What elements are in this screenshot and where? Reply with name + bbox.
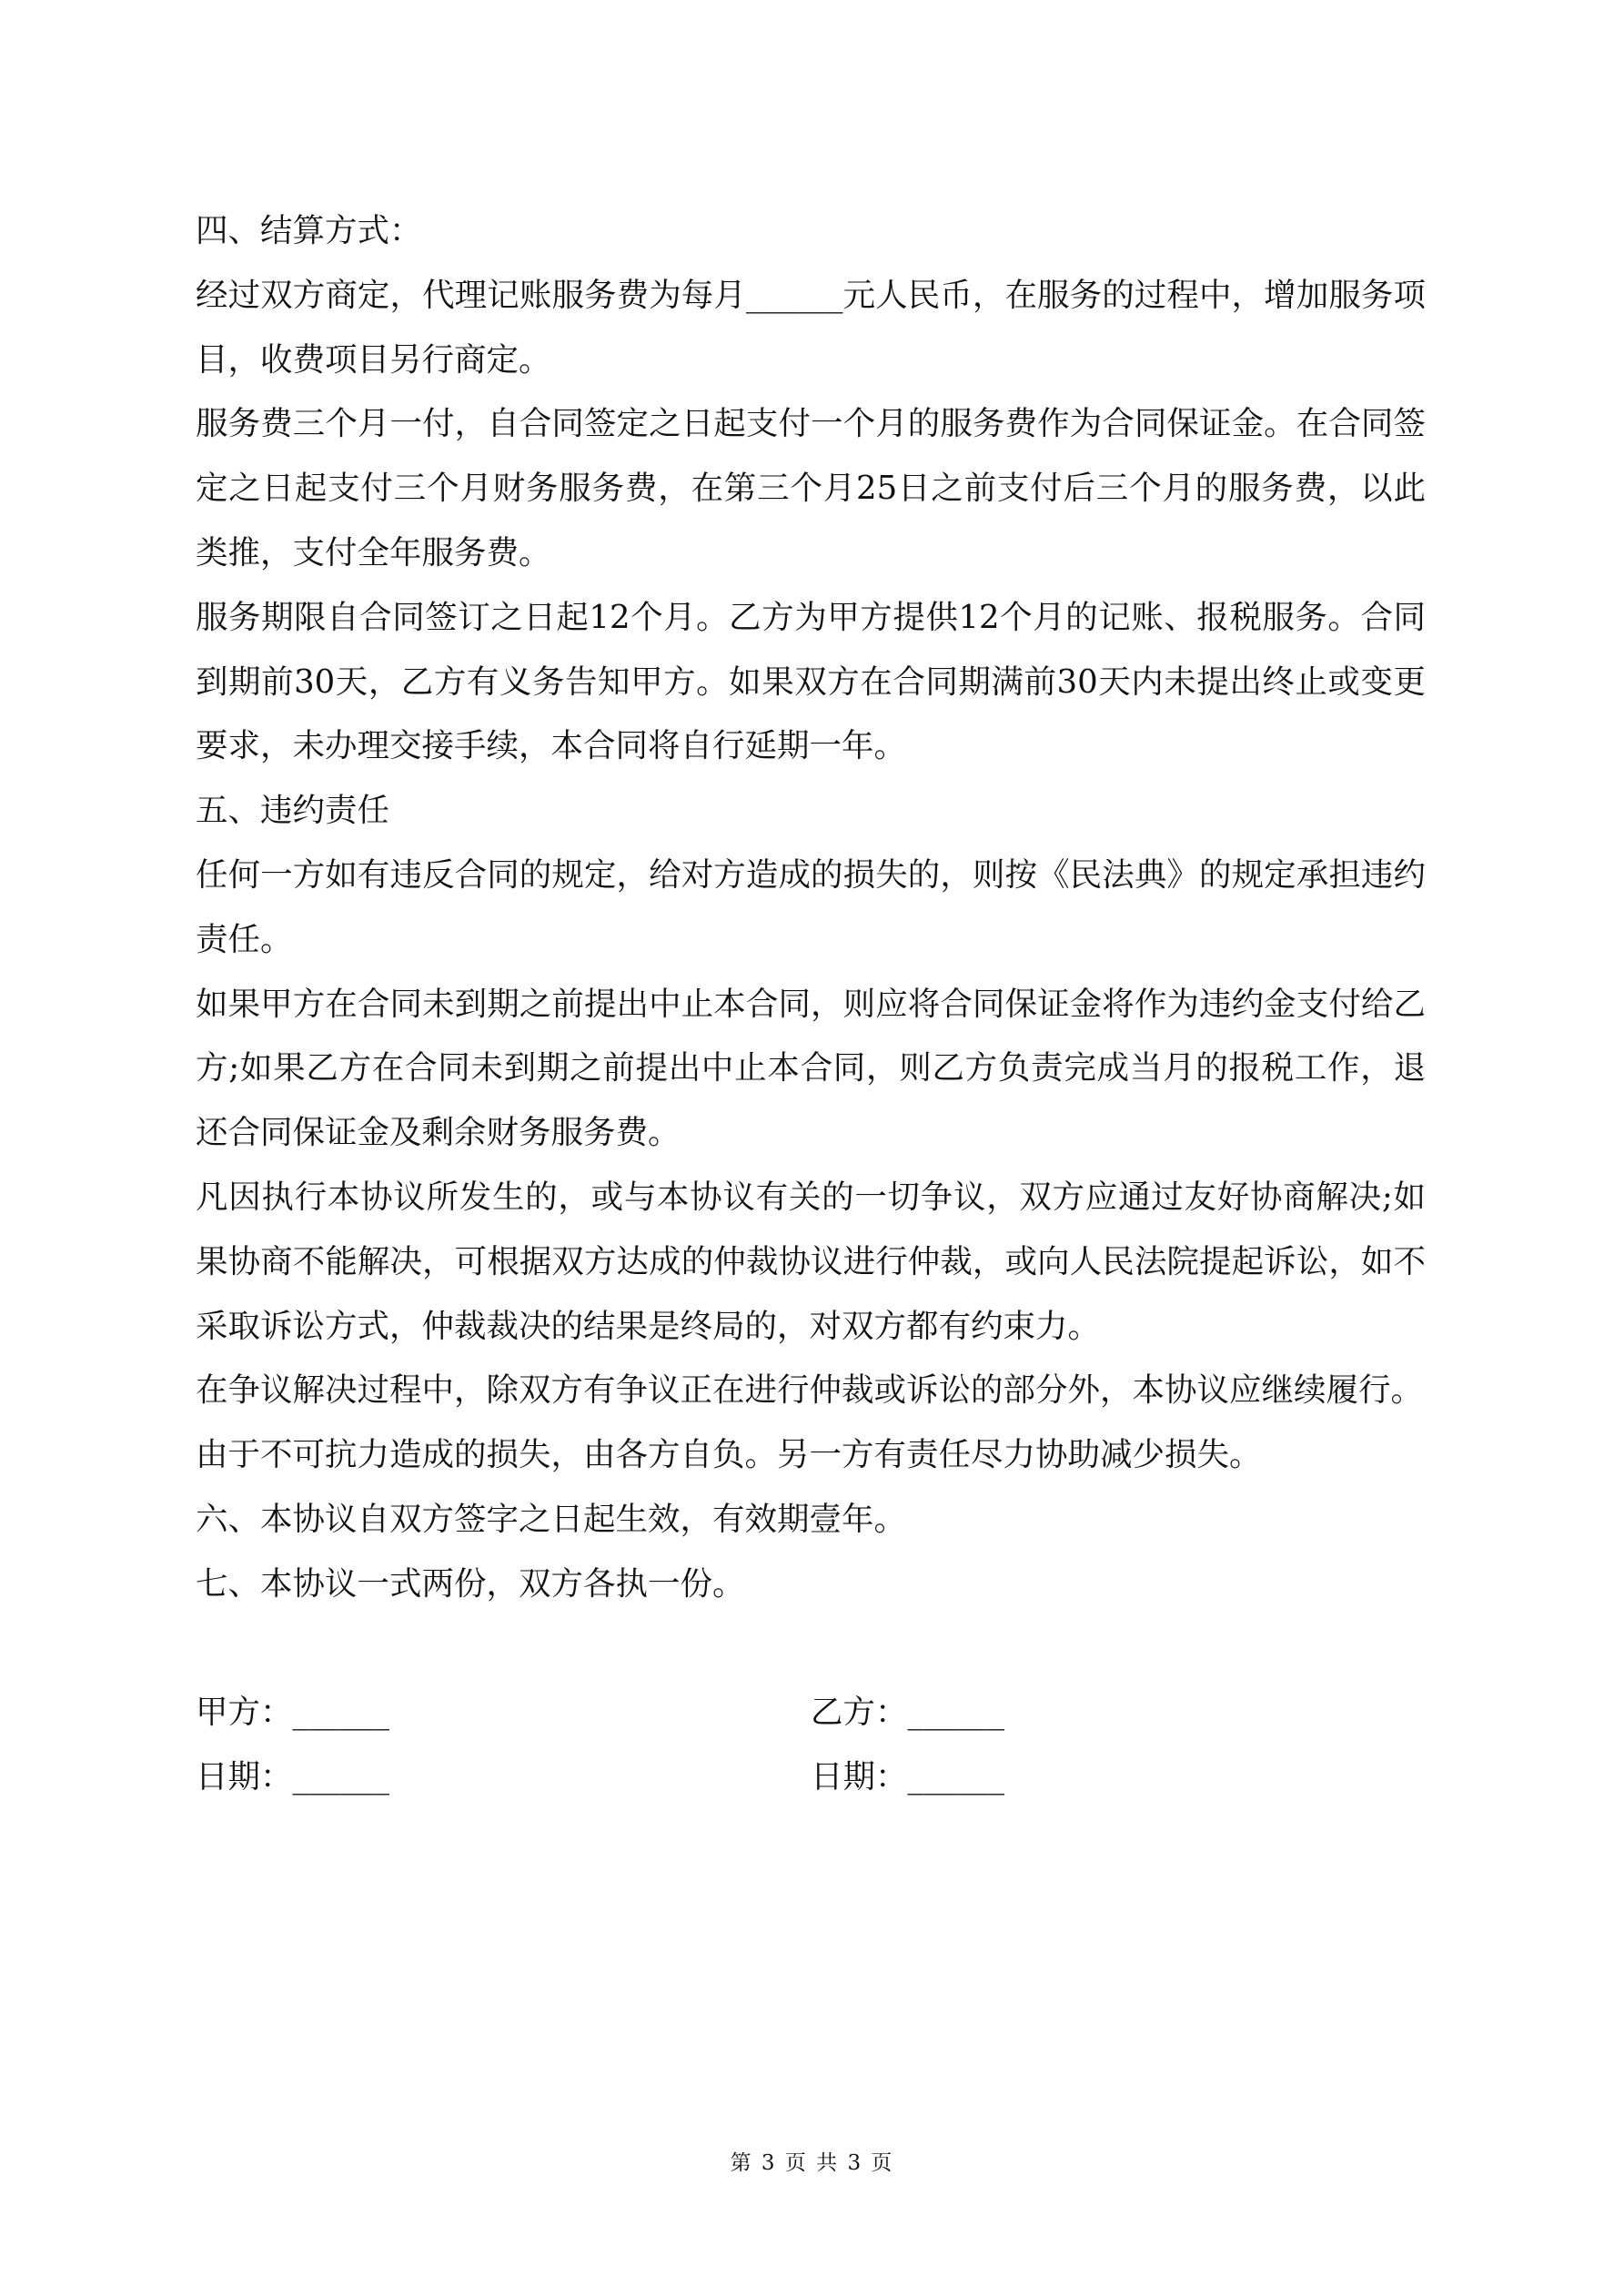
section-heading-validity: 六、本协议自双方签字之日起生效，有效期壹年。 — [196, 1500, 907, 1538]
paragraph: 服务费三个月一付，自合同签定之日起支付一个月的服务费作为合同保证金。在合同签定之日起支付三个月财务服务费，在第三个月25日之前支付后三个月的服务费，以此类推，支付全年服务费。 — [196, 405, 1426, 571]
paragraph: 凡因执行本协议所发生的，或与本协议有关的一切争议，双方应通过友好协商解决;如果协商不能解决，可根据双方达成的仲裁协议进行仲裁，或向人民法院提起诉讼，如不采取诉讼方式，仲裁裁决的结果是终局的，对双方都有约束力。 — [196, 1178, 1426, 1345]
section-heading-copies: 七、本协议一式两份，双方各执一份。 — [196, 1564, 745, 1603]
section-heading-liability: 五、违约责任 — [196, 792, 390, 830]
party-b-signature: 乙方：______ — [811, 1694, 1005, 1731]
paragraph: 经过双方商定，代理记账服务费为每月______元人民币，在服务的过程中，增加服务项目，收费项目另行商定。 — [196, 276, 1426, 379]
document-body — [196, 199, 1426, 1617]
paragraph: 服务期限自合同签订之日起12个月。乙方为甲方提供12个月的记账、报税服务。合同到期前30天，乙方有义务告知甲方。如果双方在合同期满前30天内未提出终止或变更要求，未办理交接手续，本合同将自行延期一年。 — [196, 598, 1426, 765]
party-a-signature: 甲方：______ — [196, 1694, 390, 1731]
paragraph: 由于不可抗力造成的损失，由各方自负。另一方有责任尽力协助减少损失。 — [196, 1436, 1262, 1474]
party-a-date: 日期：______ — [196, 1757, 390, 1795]
paragraph: 在争议解决过程中，除双方有争议正在进行仲裁或诉讼的部分外，本协议应继续履行。 — [196, 1371, 1424, 1410]
signature-block — [196, 1681, 1426, 1810]
section-heading-settlement: 四、结算方式： — [196, 212, 422, 249]
party-b-date: 日期：______ — [811, 1757, 1005, 1795]
page-number: 第 3 页 共 3 页 — [730, 2151, 894, 2175]
paragraph: 如果甲方在合同未到期之前提出中止本合同，则应将合同保证金将作为违约金支付给乙方;如果乙方在合同未到期之前提出中止本合同，则乙方负责完成当月的报税工作，退还合同保证金及剩余财务服务费。 — [196, 985, 1426, 1152]
paragraph: 任何一方如有违反合同的规定，给对方造成的损失的，则按《民法典》的规定承担违约责任。 — [196, 855, 1426, 958]
